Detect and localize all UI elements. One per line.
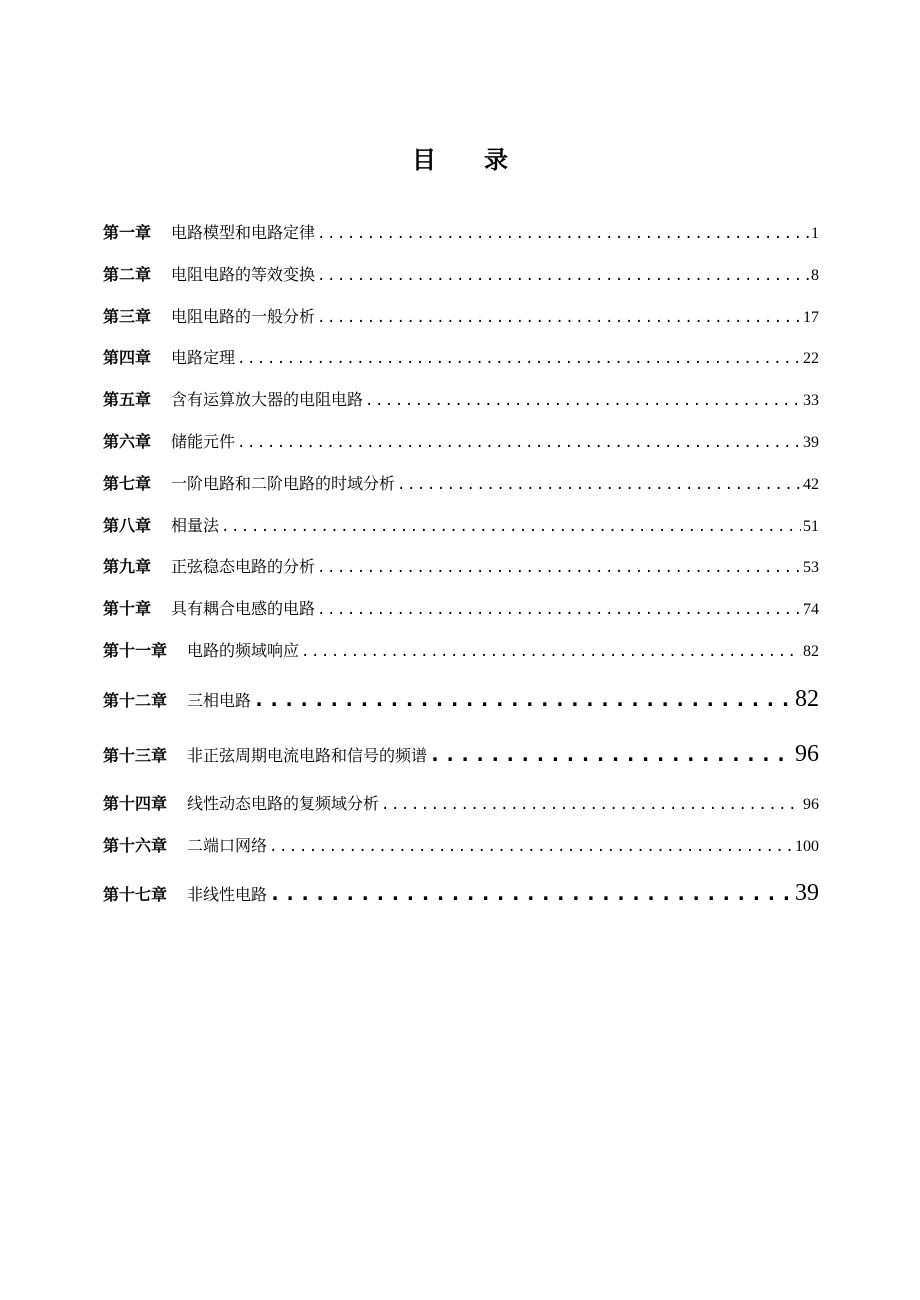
toc-entry[interactable] [103,727,819,783]
toc-entry-title: 电路模型和电路定律 [171,223,316,242]
toc-entry-leader [317,214,809,256]
toc-entry-chapter: 第六章 [103,431,152,451]
toc-entry[interactable] [103,672,819,728]
toc-entry[interactable] [103,866,819,922]
toc-entry-title: 相量法 [171,515,220,535]
toc-entry-chapter: 第十三章 [103,746,168,766]
toc-entry-page: 82 [795,685,819,712]
toc-entry-chapter: 第十七章 [103,885,168,905]
toc-entry-title: 非线性电路 [187,885,268,905]
toc-entry-page: 39 [803,433,819,451]
toc-entry-chapter: 第十章 [103,599,152,619]
toc-entry-title: 一阶电路和二阶电路的时域分析 [171,473,396,493]
toc-entry-title: 具有耦合电感的电路 [171,599,316,619]
toc-entry-chapter: 第三章 [103,306,152,326]
toc-entry-chapter: 第十四章 [103,793,168,813]
toc-entry-title: 非正弦周期电流电路和信号的频谱 [187,746,428,766]
toc-entry[interactable] [103,254,819,296]
toc-entry[interactable] [103,379,819,421]
toc-entry-page: 22 [803,350,819,368]
toc-entry-title: 正弦稳态电路的分析 [171,557,316,577]
toc-entry-leader [269,827,793,869]
toc-entry-leader [317,590,801,632]
toc-entry-title: 含有运算放大器的电阻电路 [171,390,364,410]
toc-entry-title: 线性动态电路的复频域分析 [187,793,380,813]
toc-entry-leader [317,298,801,340]
toc-entry-leader [221,507,801,549]
toc-entry-chapter: 第十六章 [103,835,168,855]
toc-entry[interactable] [103,825,819,867]
toc-entry-title: 三相电路 [187,690,252,710]
toc-entry-page: 82 [803,642,819,660]
toc-entry-page: 17 [803,308,819,326]
toc-entry-chapter: 第七章 [103,473,152,493]
toc-entry[interactable] [103,296,819,338]
toc-entry-page: 39 [795,880,819,907]
toc-title [0,140,920,175]
toc-entry[interactable] [103,212,819,254]
toc-entry-page: 74 [803,601,819,619]
toc-entry-page: 8 [811,266,819,284]
toc-entry-chapter: 第十二章 [103,690,168,710]
toc-entry-chapter: 第八章 [103,515,152,535]
toc-entry-page: 51 [803,517,819,535]
toc-entry[interactable] [103,588,819,630]
toc-entry-chapter: 第二章 [103,264,152,284]
toc-entry[interactable] [103,546,819,588]
toc-entry-leader [237,423,801,465]
toc-entry-page: 100 [795,837,819,855]
toc-entry[interactable] [103,783,819,825]
toc-entry-title: 电阻电路的一般分析 [171,306,316,326]
toc-entry[interactable] [103,421,819,463]
toc-entry-title: 电路定理 [171,348,236,368]
toc-entry-title: 储能元件 [171,431,236,451]
toc-entry-chapter: 第九章 [103,557,152,577]
toc-entry-title: 电路的频域响应 [187,640,300,660]
toc-entry-page: 33 [803,392,819,410]
toc-list [103,212,819,922]
toc-entry-leader [253,672,793,728]
toc-entry[interactable] [103,505,819,547]
toc-entry-title: 电阻电路的等效变换 [171,264,316,284]
toc-entry-chapter: 第五章 [103,390,152,410]
toc-entry-leader [397,465,801,507]
toc-entry-page: 53 [803,559,819,577]
toc-entry[interactable] [103,337,819,379]
toc-entry-page: 42 [803,475,819,493]
toc-entry-leader [317,256,809,298]
toc-entry-chapter: 第四章 [103,348,152,368]
toc-entry-chapter: 第十一章 [103,640,168,660]
toc-entry-chapter: 第一章 [103,223,152,242]
toc-entry-leader [381,785,801,827]
toc-entry-leader [429,727,793,783]
toc-entry-leader [365,381,801,423]
toc-title-part1: 目 [412,145,436,174]
toc-entry-leader [269,866,793,922]
toc-entry-page: 96 [803,795,819,813]
toc-entry-leader [237,339,801,381]
toc-entry-page: 1 [811,225,819,242]
toc-entry[interactable] [103,630,819,672]
toc-entry[interactable] [103,463,819,505]
toc-entry-leader [317,548,801,590]
toc-entry-leader [301,632,801,674]
toc-entry-page: 96 [795,741,819,768]
toc-title-part2: 录 [484,145,508,174]
toc-entry-title: 二端口网络 [187,835,268,855]
